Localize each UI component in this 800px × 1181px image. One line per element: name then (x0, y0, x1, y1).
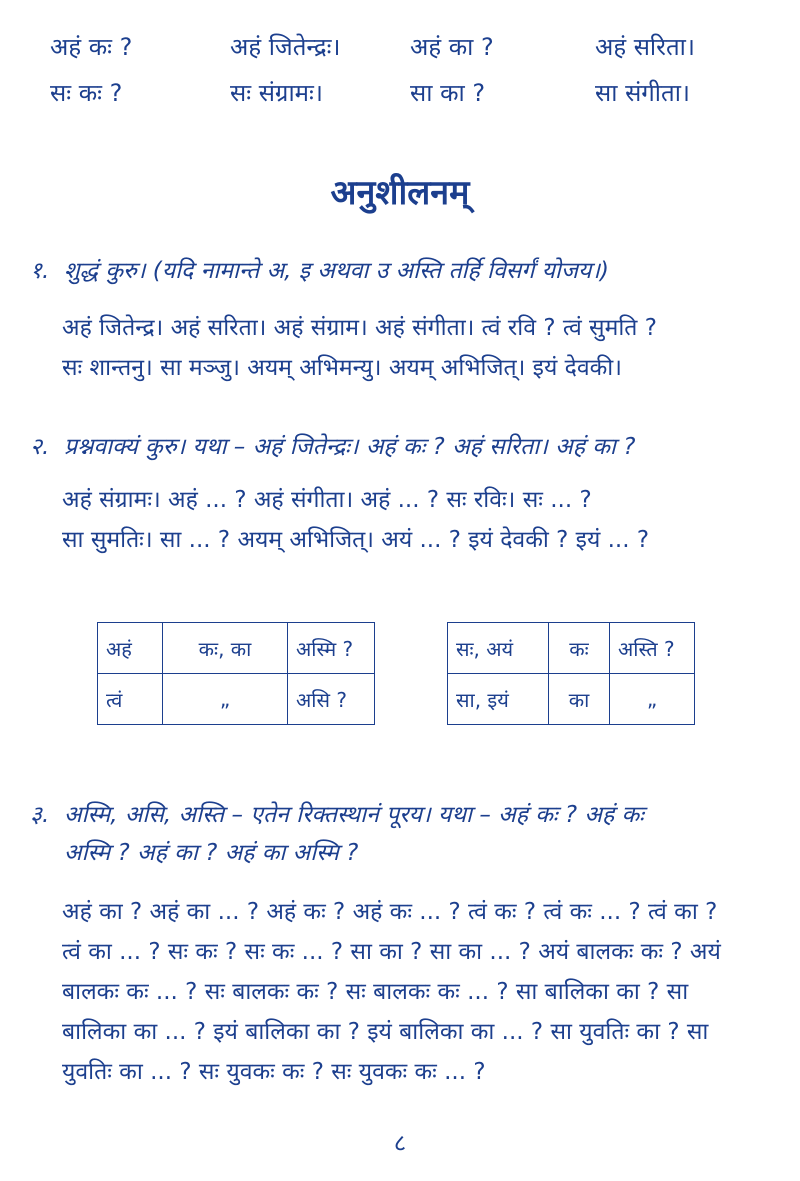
exercise-line: सा सुमतिः। सा ... ? अयम् अभिजित्। अयं ... ? इयं देवकी ? इयं ... ? (62, 527, 650, 553)
table-cell: अस्मि ? (288, 623, 375, 674)
table-row (98, 623, 375, 674)
table-cell: सा, इयं (448, 674, 549, 725)
exercise-instruction (64, 796, 790, 872)
exercise-line: युवतिः का ... ? सः युवकः कः ? सः युवकः कः ... ? (62, 1059, 486, 1085)
top-word: सः संग्रामः। (230, 79, 323, 107)
pronoun-table-1 (97, 622, 375, 725)
table-cell: अहं (98, 623, 163, 674)
table-cell: का (549, 674, 610, 725)
top-row-2 (50, 78, 750, 124)
table-cell: अस्ति ? (610, 623, 695, 674)
pronoun-table-2 (447, 622, 695, 725)
exercise-line: बालिका का ... ? इयं बालिका का ? इयं बालिका का ... ? सा युवतिः का ? सा (62, 1019, 709, 1045)
top-word: सः कः ? (50, 79, 123, 107)
table-cell: कः, का (163, 623, 288, 674)
exercise-line: अहं जितेन्द्र। अहं सरिता। अहं संग्राम। अहं संगीता। त्वं रवि ? त्वं सुमति ? (62, 315, 657, 341)
exercise-number: १. (30, 258, 50, 284)
exercise-3-body (62, 892, 790, 1092)
exercise-line: त्वं का ... ? सः कः ? सः कः ... ? सा का ? सा का ... ? अयं बालकः कः ? अयं (62, 939, 721, 965)
exercise-line: अहं संग्रामः। अहं ... ? अहं संगीता। अहं ... ? सः रविः। सः ... ? (62, 487, 592, 513)
table-row (448, 674, 695, 725)
table-cell: त्वं (98, 674, 163, 725)
exercise-number: ३. (30, 802, 50, 828)
page-number: ८ (393, 1129, 407, 1157)
exercise-line: बालकः कः ... ? सः बालकः कः ? सः बालकः कः ... ? सा बालिका का ? सा (62, 979, 689, 1005)
table-row (98, 674, 375, 725)
exercise-3-heading (30, 796, 790, 872)
top-word: सा संगीता। (595, 79, 691, 107)
top-word-grid (50, 32, 750, 124)
top-row-1 (50, 32, 750, 78)
exercise-number: २. (30, 434, 50, 460)
exercise-1-heading (30, 252, 790, 290)
top-word: अहं का ? (410, 33, 494, 61)
top-word: अहं कः ? (50, 33, 133, 61)
exercise-line: सः शान्तनु। सा मञ्जु। अयम् अभिमन्यु। अयम् अभिजित्। इयं देवकी। (62, 355, 622, 381)
exercise-2-body (62, 480, 790, 560)
exercise-instruction: शुद्धं कुरु। (यदि नामान्ते अ, इ अथवा उ अस्ति तर्हि विसर्गं योजय।) (64, 258, 609, 284)
exercise-instruction-line: अस्मि ? अहं का ? अहं का अस्मि ? (64, 840, 359, 866)
table-cell: कः (549, 623, 610, 674)
top-word: सा का ? (410, 79, 486, 107)
table-row (448, 623, 695, 674)
exercise-line: अहं का ? अहं का ... ? अहं कः ? अहं कः ... ? त्वं कः ? त्वं कः ... ? त्वं का ? (62, 899, 718, 925)
table-cell: सः, अयं (448, 623, 549, 674)
exercise-instruction-line: अस्मि, असि, अस्ति – एतेन रिक्तस्थानं पूरय। यथा – अहं कः ? अहं कः (64, 802, 644, 828)
table-cell: „ (163, 674, 288, 725)
page-title: अनुशीलनम् (330, 173, 470, 213)
table-cell: असि ? (288, 674, 375, 725)
exercise-instruction: प्रश्नवाक्यं कुरु। यथा – अहं जितेन्द्रः। अहं कः ? अहं सरिता। अहं का ? (64, 434, 636, 460)
table-cell: „ (610, 674, 695, 725)
exercise-1-body (62, 308, 790, 388)
top-word: अहं जितेन्द्रः। (230, 33, 341, 61)
exercise-2-heading (30, 428, 790, 466)
top-word: अहं सरिता। (595, 33, 695, 61)
